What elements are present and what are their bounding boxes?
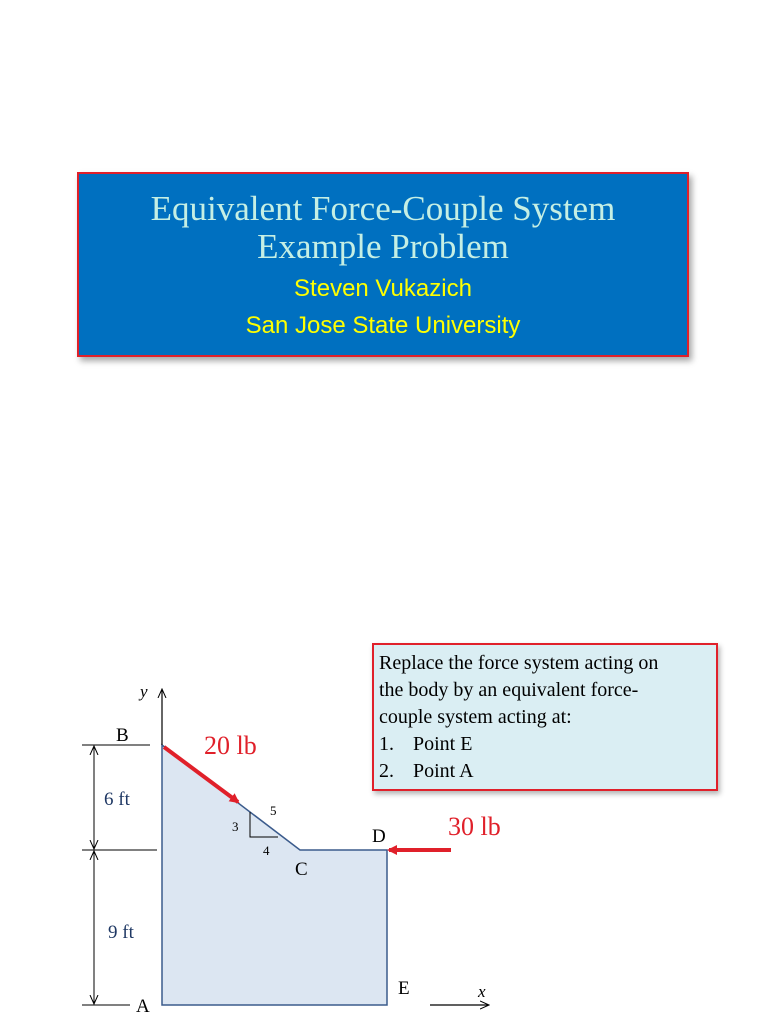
x-axis-label: x	[478, 982, 486, 1001]
institution-name: San Jose State University	[245, 312, 521, 339]
dimension-label-9ft: 9 ft	[108, 922, 134, 943]
title-line-2: Example Problem	[257, 227, 509, 266]
title-line-1: Equivalent Force-Couple System	[150, 189, 616, 228]
force-label-20lb: 20 lb	[204, 731, 257, 760]
rigid-body	[162, 745, 387, 1005]
point-label-c: C	[295, 859, 308, 880]
problem-item-text: Point E	[413, 733, 473, 755]
problem-item-number: 2.	[379, 760, 394, 782]
author-name: Steven Vukazich	[294, 275, 472, 302]
problem-intro-line-2: the body by an equivalent force-	[379, 679, 639, 701]
problem-intro-line-3: couple system acting at:	[379, 706, 572, 728]
point-label-a: A	[136, 996, 150, 1017]
slope-label-hyp: 5	[270, 803, 277, 818]
point-label-e: E	[398, 978, 410, 999]
problem-intro-line-1: Replace the force system acting on	[379, 652, 659, 674]
dimension-label-6ft: 6 ft	[104, 789, 130, 810]
slope-label-rise: 3	[232, 819, 239, 834]
force-label-30lb: 30 lb	[448, 812, 501, 841]
problem-item-text: Point A	[413, 760, 474, 782]
slope-label-run: 4	[263, 843, 270, 858]
problem-item-number: 1.	[379, 733, 394, 755]
point-label-d: D	[372, 826, 386, 847]
y-axis-label: y	[140, 682, 148, 701]
point-label-b: B	[116, 725, 129, 746]
